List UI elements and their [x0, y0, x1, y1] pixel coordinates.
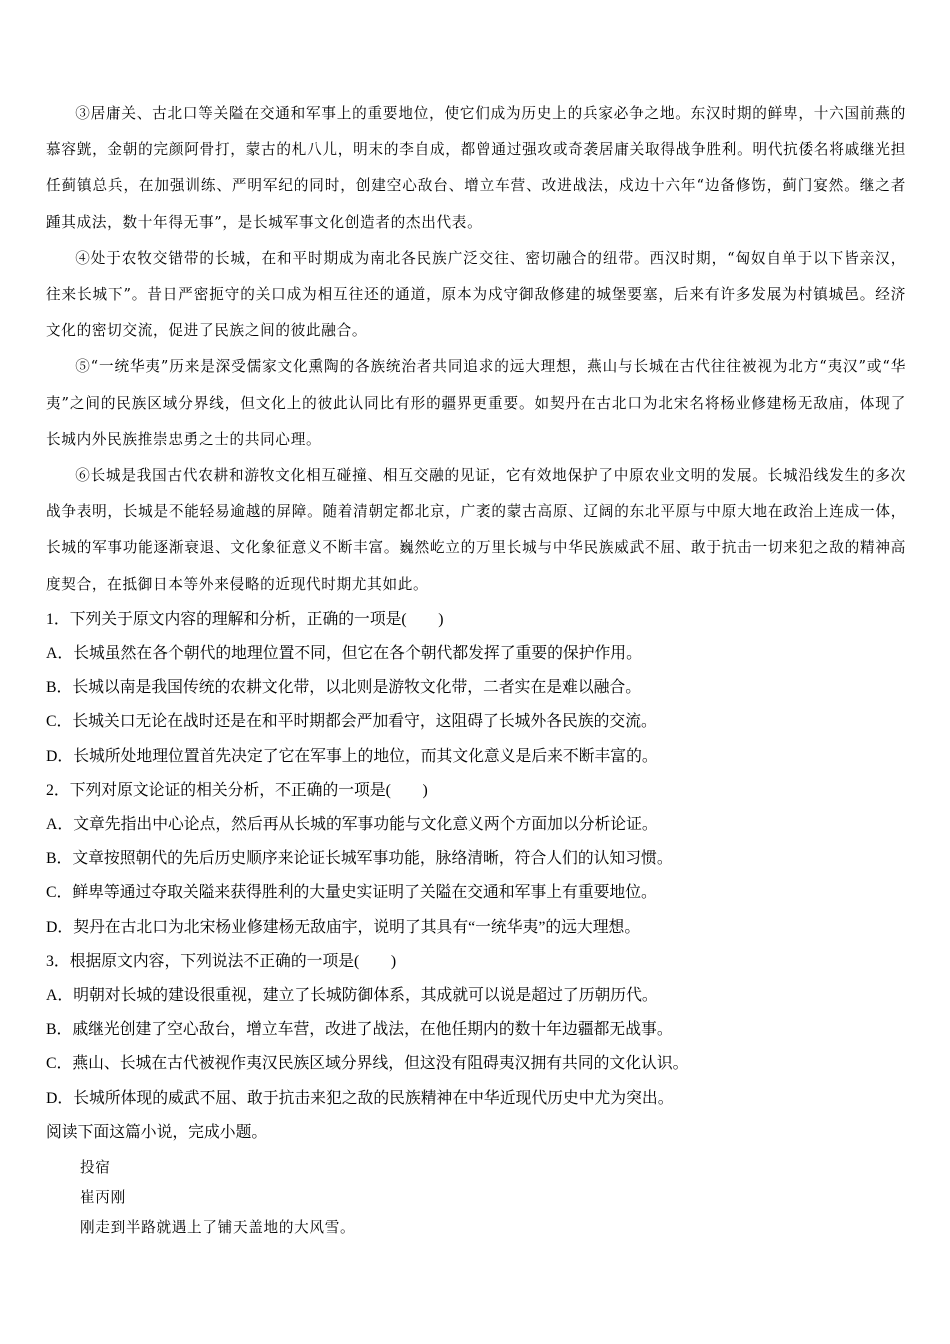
option-d: D．长城所体现的威武不屈、敢于抗击来犯之敌的民族精神在中华近现代历史中尤为突出。: [46, 1089, 674, 1107]
paragraph-4: ④处于农牧交错带的长城，在和平时期成为南北各民族广泛交往、密切融合的纽带。西汉时期，“匈奴自单于以下皆亲汉，往来长城下”。昔日严密扼守的关口成为相互往还的通道，原本为戍守御敌修建的城堡要塞，后来有许多发展为村镇城邑。经济文化的密切交流，促进了民族之间的彼此融合。: [46, 249, 906, 340]
paragraph-5: ⑤“一统华夷”历来是深受儒家文化熏陶的各族统治者共同追求的远大理想，燕山与长城在古代往往被视为北方“夷汉”或“华夷”之间的民族区域分界线，但文化上的彼此认同比有形的疆界更重要。如契丹在古北口为北宋名将杨业修建杨无敌庙，体现了长城内外民族推崇忠勇之士的共同心理。: [46, 358, 906, 448]
question-3: [46, 945, 906, 1116]
question-stem: 3．根据原文内容，下列说法不正确的一项是( ): [46, 952, 397, 970]
option-d: D．契丹在古北口为北宋杨业修建杨无敌庙宇，说明了其具有“一统华夷”的远大理想。: [46, 918, 641, 936]
option-b: B．戚继光创建了空心敌台，增立车营，改进了战法，在他任期内的数十年边疆都无战事。: [46, 1021, 673, 1039]
option-b: B．文章按照朝代的先后历史顺序来论证长城军事功能，脉络清晰，符合人们的认知习惯。: [46, 850, 673, 868]
option-c: C．鲜卑等通过夺取关隘来获得胜利的大量史实证明了关隘在交通和军事上有重要地位。: [46, 884, 657, 902]
option-b: B．长城以南是我国传统的农耕文化带，以北则是游牧文化带，二者实在是难以融合。: [46, 679, 642, 697]
paragraph-6: ⑥长城是我国古代农耕和游牧文化相互碰撞、相互交融的见证，它有效地保护了中原农业文明的发展。长城沿线发生的多次战争表明，长城是不能轻易逾越的屏障。随着清朝定都北京，广袤的蒙古高原、辽阔的东北平原与中原大地在政治上连成一体，长城的军事功能逐渐衰退、文化象征意义不断丰富。巍然屹立的万里长城与中华民族威武不屈、敢于抗击一切来犯之敌的精神高度契合，在抵御日本等外来侵略的近现代时期尤其如此。: [46, 467, 906, 593]
option-c: C．燕山、长城在古代被视作夷汉民族区域分界线，但这没有阻碍夷汉拥有共同的文化认识。: [46, 1055, 689, 1073]
page-content: [46, 96, 906, 1243]
reading-instruction: 阅读下面这篇小说，完成小题。: [46, 1123, 268, 1141]
option-d: D．长城所处地理位置首先决定了它在军事上的地位，而其文化意义是后来不断丰富的。: [46, 747, 658, 765]
option-c: C．长城关口无论在战时还是在和平时期都会严加看守，这阻碍了长城外各民族的交流。: [46, 713, 657, 731]
question-stem: 1．下列关于原文内容的理解和分析，正确的一项是( ): [46, 610, 444, 628]
option-a: A．明朝对长城的建设很重视，建立了长城防御体系，其成就可以说是超过了历朝历代。: [46, 987, 658, 1005]
question-1: [46, 603, 906, 774]
paragraph-3: ③居庸关、古北口等关隘在交通和军事上的重要地位，使它们成为历史上的兵家必争之地。东汉时期的鲜卑，十六国前燕的慕容皝，金朝的完颜阿骨打，蒙古的札八儿，明末的李自成，都曾通过强攻或奇袭居庸关取得战争胜利。明代抗倭名将戚继光担任蓟镇总兵，在加强训练、严明军纪的同时，创建空心敌台、增立车营、改进战法，戍边十六年“边备修饬，蓟门宴然。继之者踵其成法，数十年得无事”，是长城军事文化创造者的杰出代表。: [46, 105, 906, 231]
story-first-line: 刚走到半路就遇上了铺天盖地的大风雪。: [80, 1219, 356, 1237]
question-stem: 2．下列对原文论证的相关分析，不正确的一项是( ): [46, 781, 428, 799]
story-title: 投宿: [80, 1159, 111, 1177]
option-a: A．长城虽然在各个朝代的地理位置不同，但它在各个朝代都发挥了重要的保护作用。: [46, 645, 642, 663]
option-a: A．文章先指出中心论点，然后再从长城的军事功能与文化意义两个方面加以分析论证。: [46, 816, 658, 834]
question-2: [46, 774, 906, 945]
story-author: 崔丙刚: [80, 1189, 126, 1207]
